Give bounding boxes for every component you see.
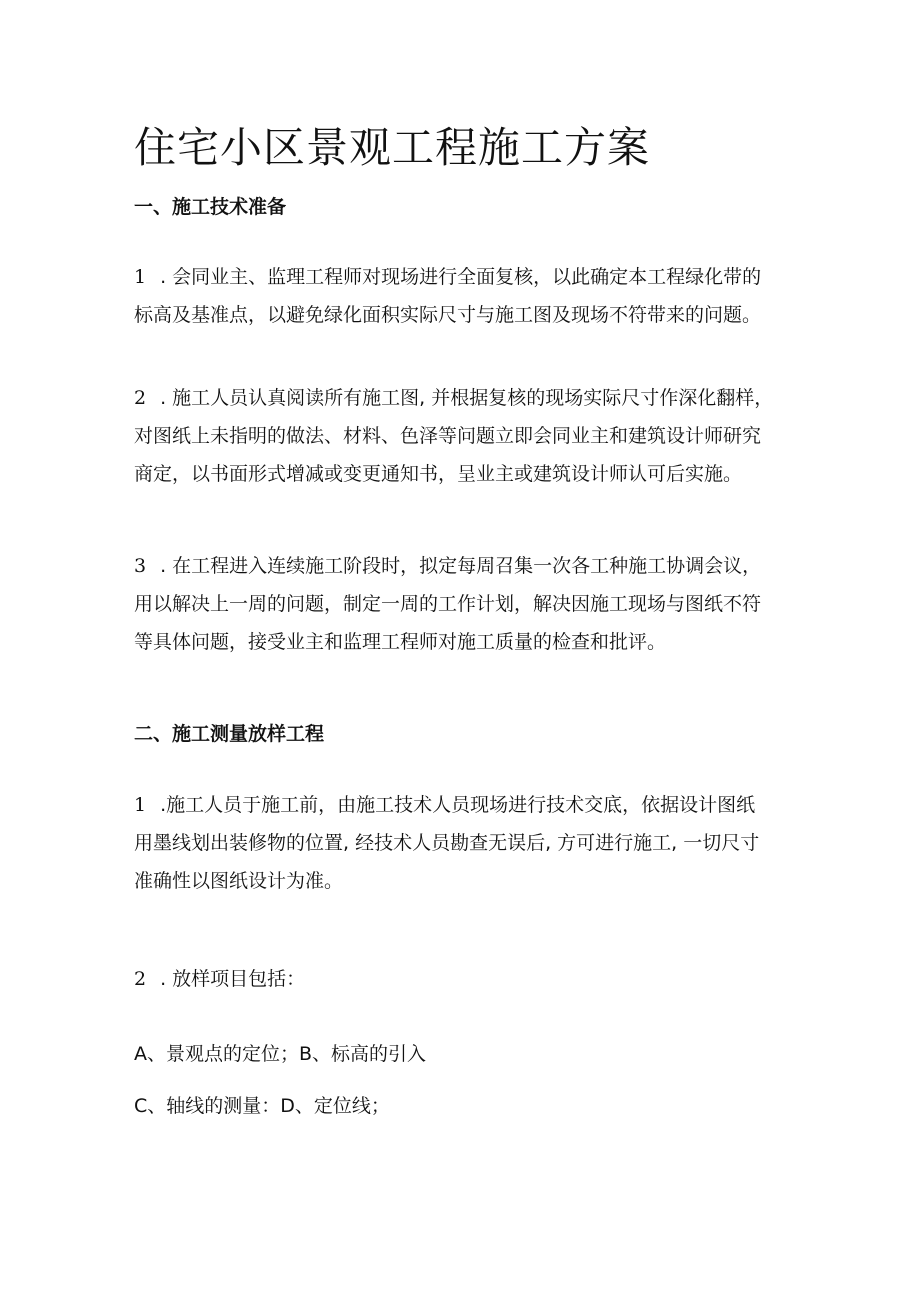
paragraph-line: 用以解决上一周的问题，制定一周的工作计划，解决因施工现场与图纸不符 [134,593,762,615]
section-heading-2: 二、施工测量放样工程 [134,723,325,745]
paragraph-text: . 施工人员认真阅读所有施工图, 并根据复核的现场实际尺寸作深化翻样， [160,387,774,409]
paragraph-text: . 在工程进入连续施工阶段时，拟定每周召集一次各工种施工协调会议， [160,555,762,577]
document-title: 住宅小区景观工程施工方案 [134,123,651,172]
section-heading-1: 一、施工技术准备 [134,196,287,218]
paragraph-line [134,379,794,417]
paragraph-2-2 [134,960,794,998]
paragraph-line: 对图纸上未指明的做法、材料、色泽等问题立即会同业主和建筑设计师研究 [134,425,762,447]
paragraph-text: . 放样项目包括： [160,968,306,990]
paragraph-line: 等具体问题，接受业主和监理工程师对施工质量的检查和批评。 [134,631,667,653]
paragraph-number: 1 [134,266,147,288]
paragraph-line [134,786,794,824]
paragraph-text: . 会同业主、监理工程师对现场进行全面复核，以此确定本工程绿化带的 [160,266,762,288]
paragraph-2-1 [134,786,794,900]
paragraph-line [134,960,794,998]
paragraph-1-1 [134,258,794,334]
paragraph-number: 2 [134,387,147,409]
paragraph-number: 1 [134,794,147,816]
paragraph-line [134,547,794,585]
paragraph-line [134,258,794,296]
list-item-cd: C、轴线的测量：D、定位线； [134,1095,390,1117]
paragraph-line: 准确性以图纸设计为准。 [134,870,344,892]
paragraph-line: 标高及基准点，以避免绿化面积实际尺寸与施工图及现场不符带来的问题。 [134,304,762,326]
paragraph-line: 用墨线划出装修物的位置, 经技术人员勘查无误后, 方可进行施工, 一切尺寸 [134,832,760,854]
paragraph-number: 3 [134,555,147,577]
paragraph-line: 商定，以书面形式增减或变更通知书，呈业主或建筑设计师认可后实施。 [134,463,743,485]
paragraph-number: 2 [134,968,147,990]
list-item-ab: A、景观点的定位；B、标高的引入 [134,1043,427,1065]
paragraph-1-3 [134,547,794,661]
paragraph-text: .施工人员于施工前，由施工技术人员现场进行技术交底，依据设计图纸 [160,794,756,816]
paragraph-1-2 [134,379,794,493]
